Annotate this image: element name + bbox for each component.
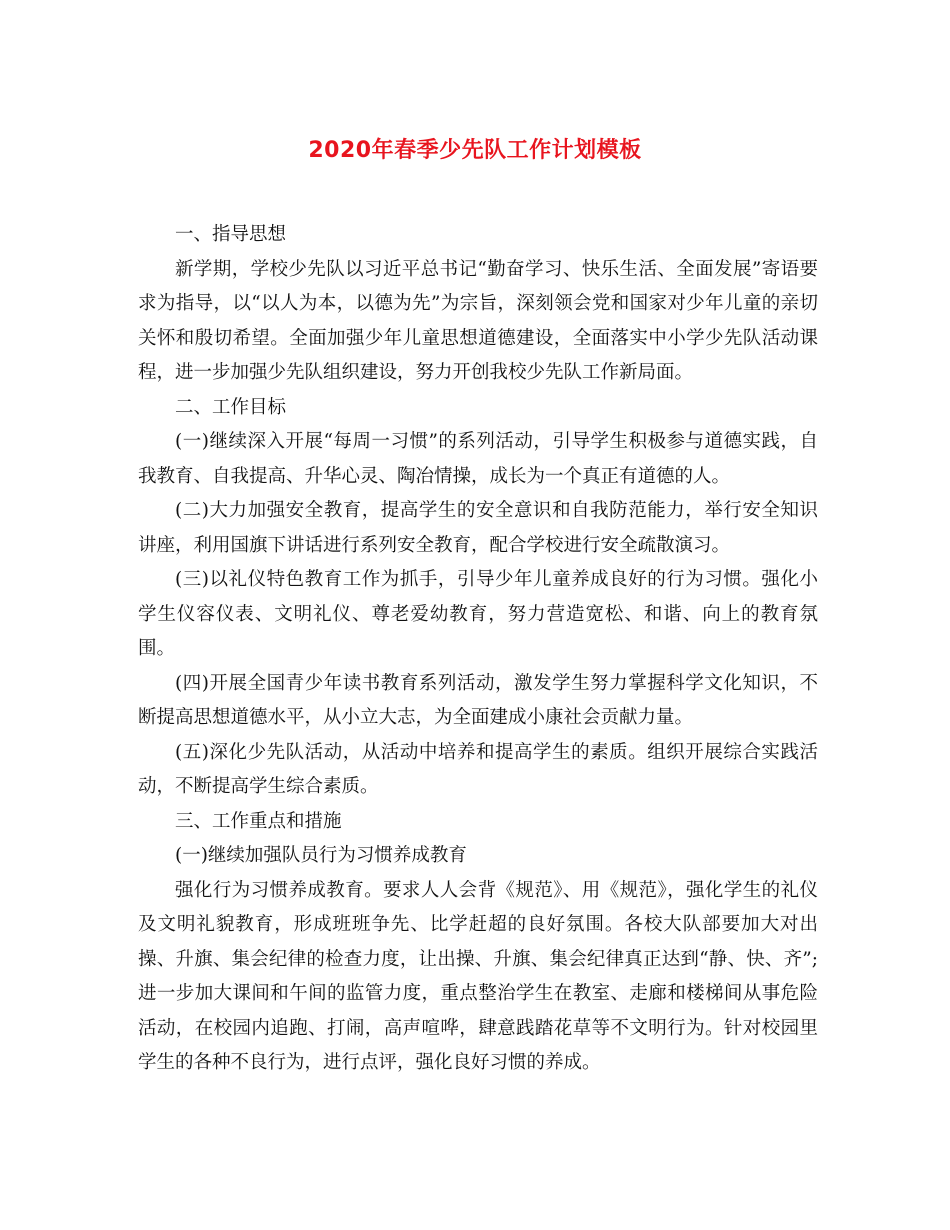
document-body	[138, 218, 818, 1081]
paragraph-behavior-habits: 强化行为习惯养成教育。要求人人会背《规范》、用《规范》，强化学生的礼仪及文明礼貌教育，形成班班争先、比学赶超的良好氛围。各校大队部要加大对出操、升旗、集会纪律的检查力度，让出操、升旗、集会纪律真正达到“静、快、齐”;进一步加大课间和午间的监管力度，重点整治学生在教室、走廊和楼梯间从事危险活动，在校园内追跑、打闹，高声喧哗，肆意践踏花草等不文明行为。针对校园里学生的各种不良行为，进行点评，强化良好习惯的养成。	[138, 879, 818, 1073]
goal-item-3: (三)以礼仪特色教育工作为抓手，引导少年儿童养成良好的行为习惯。强化小学生仪容仪表、文明礼仪、尊老爱幼教育，努力营造宽松、和谐、向上的教育氛围。	[138, 569, 818, 659]
paragraph-guiding-ideology: 新学期，学校少先队以习近平总书记“勤奋学习、快乐生活、全面发展”寄语要求为指导，以“以人为本，以德为先”为宗旨，深刻领会党和国家对少年儿童的亲切关怀和殷切希望。全面加强少年儿童思想道德建设，全面落实中小学少先队活动课程，进一步加强少先队组织建设，努力开创我校少先队工作新局面。	[138, 258, 818, 383]
goal-item-5: (五)深化少先队活动，从活动中培养和提高学生的素质。组织开展综合实践活动，不断提高学生综合素质。	[138, 741, 818, 797]
goal-item-1: (一)继续深入开展“每周一习惯”的系列活动，引导学生积极参与道德实践，自我教育、自我提高、升华心灵、陶冶情操，成长为一个真正有道德的人。	[138, 431, 818, 487]
document-title: 2020年春季少先队工作计划模板	[308, 138, 642, 163]
section-heading-work-goals: 二、工作目标	[175, 396, 287, 418]
subsection-heading-behavior-habits: (一)继续加强队员行为习惯养成教育	[175, 845, 467, 866]
section-heading-guiding-ideology: 一、指导思想	[175, 224, 287, 245]
goal-item-2: (二)大力加强安全教育，提高学生的安全意识和自我防范能力，举行安全知识讲座，利用国旗下讲话进行系列安全教育，配合学校进行安全疏散演习。	[138, 500, 818, 556]
goal-item-4: (四)开展全国青少年读书教育系列活动，激发学生努力掌握科学文化知识，不断提高思想道德水平，从小立大志，为全面建成小康社会贡献力量。	[138, 672, 818, 728]
section-heading-key-measures: 三、工作重点和措施	[175, 810, 342, 832]
